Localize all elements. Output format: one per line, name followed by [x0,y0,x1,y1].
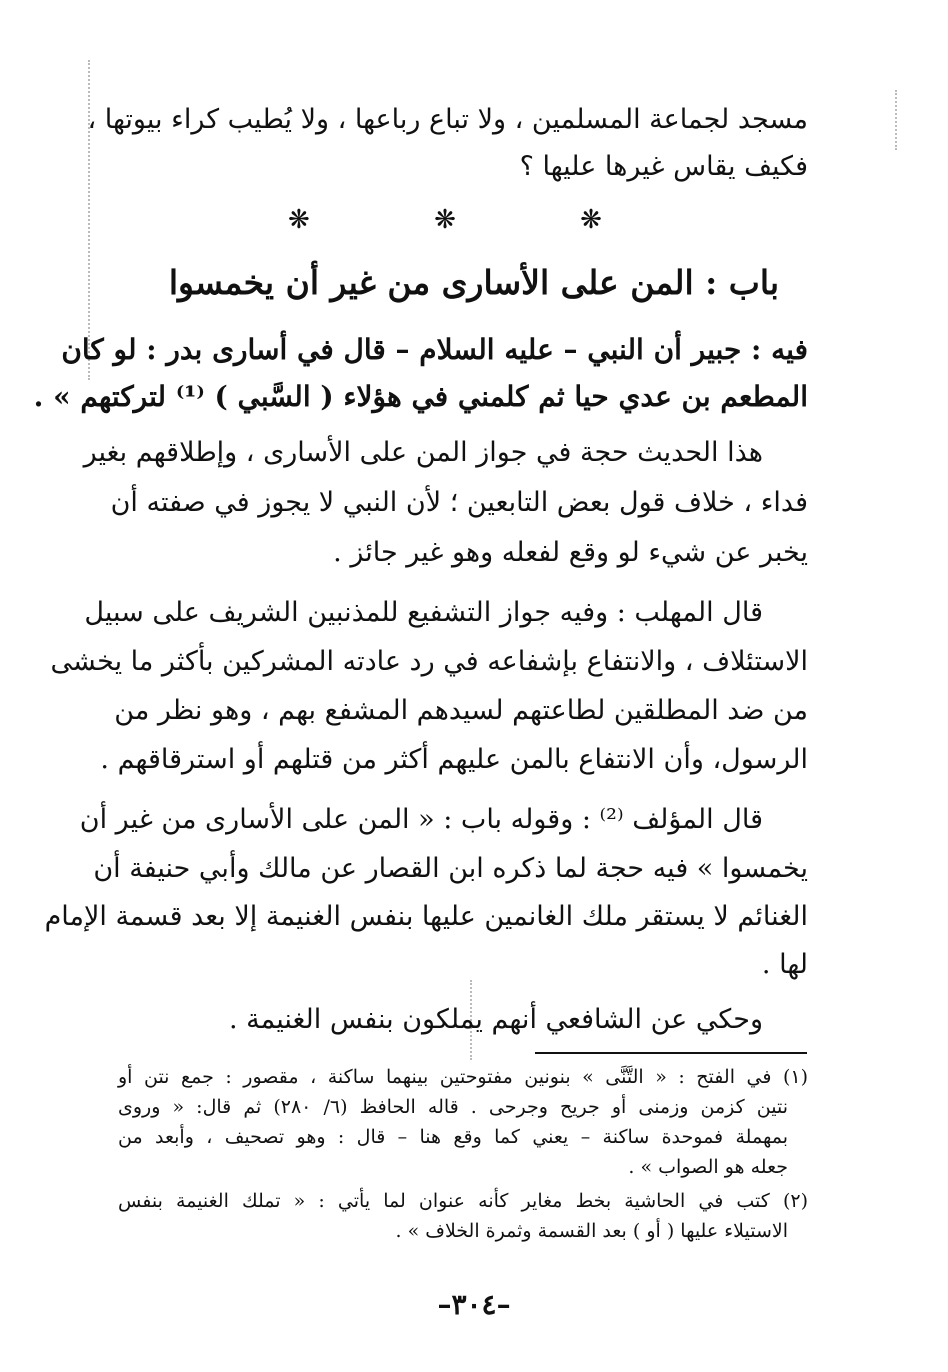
chapter-heading: باب : المن على الأسارى من غير أن يخمسوا [168,263,780,302]
footnote-line: (١) في الفتح : « التَّنَّى » بنونين مفتوحتين بينهما ساكنة ، مقصور : جمع نتن أو [118,1066,808,1088]
footnote-line: نتين كزمن وزمنى أو جريح وجرحى . قاله الحافظ (٦/ ٢٨٠) ثم قال: « وروى [118,1096,788,1118]
page-number: –٣٠٤– [437,1288,511,1321]
hadith-line: المطعم بن عدي حيا ثم كلمني في هؤلاء ( السَّبي ) ⁽¹⁾ لتركتهم » . [33,380,808,413]
footnote-line: (٢) كتب في الحاشية بخط مغاير كأنه عنوان لما يأتي : « تملك الغنيمة بنفس [118,1190,808,1212]
muhallab-line: الاستئلاف ، والانتفاع بإشفاعه في رد عادته المشركين بأكثر ما يخشى [50,646,808,677]
footnote-line: بمهملة فموحدة ساكنة – يعني كما وقع هنا – قال : وهو تصحيف ، وأبعد من [118,1126,788,1148]
top-paragraph-line: فكيف يقاس غيرها عليها ؟ [519,151,808,182]
commentary-line: فداء ، خلاف قول بعض التابعين ؛ لأن النبي لا يجوز في صفته أن [110,487,808,518]
author-line: لها . [761,949,808,980]
author-line: قال المؤلف ⁽²⁾ : وقوله باب : « المن على الأسارى من غير أن [79,804,763,835]
section-separator: ❋ ❋ ❋ [288,205,660,235]
scan-artifact-right [895,90,897,150]
author-line: يخمسوا » فيه حجة لما ذكره ابن القصار عن مالك وأبي حنيفة أن [93,853,808,884]
shafii-line: وحكي عن الشافعي أنهم يملكون بنفس الغنيمة . [228,1004,763,1035]
muhallab-line: من ضد المطلقين لطاعتهم لسيدهم المشفع بهم ، وهو نظر من [114,695,808,726]
author-line: الغنائم لا يستقر ملك الغانمين عليها بنفس الغنيمة إلا بعد قسمة الإمام [44,901,808,932]
muhallab-line: الرسول، وأن الانتفاع بالمن عليهم أكثر من قتلهم أو استرقاقهم . [100,744,808,775]
muhallab-line: قال المهلب : وفيه جواز التشفيع للمذنبين الشريف على سبيل [84,597,763,628]
footnote-line: الاستيلاء عليها ( أو ) بعد القسمة وثمرة الخلاف » . [395,1220,788,1242]
commentary-line: يخبر عن شيء لو وقع لفعله وهو غير جائز . [333,537,808,568]
hadith-line: فيه : جبير أن النبي – عليه السلام – قال في أسارى بدر : لو كان [61,333,808,366]
footnote-divider [535,1052,807,1054]
footnote-line: جعله هو الصواب » . [628,1156,788,1178]
commentary-line: هذا الحديث حجة في جواز المن على الأسارى ، وإطلاقهم بغير [83,437,763,468]
top-paragraph-line: مسجد لجماعة المسلمين ، ولا تباع رباعها ، ولا يُطيب كراء بيوتها ، [87,104,808,135]
